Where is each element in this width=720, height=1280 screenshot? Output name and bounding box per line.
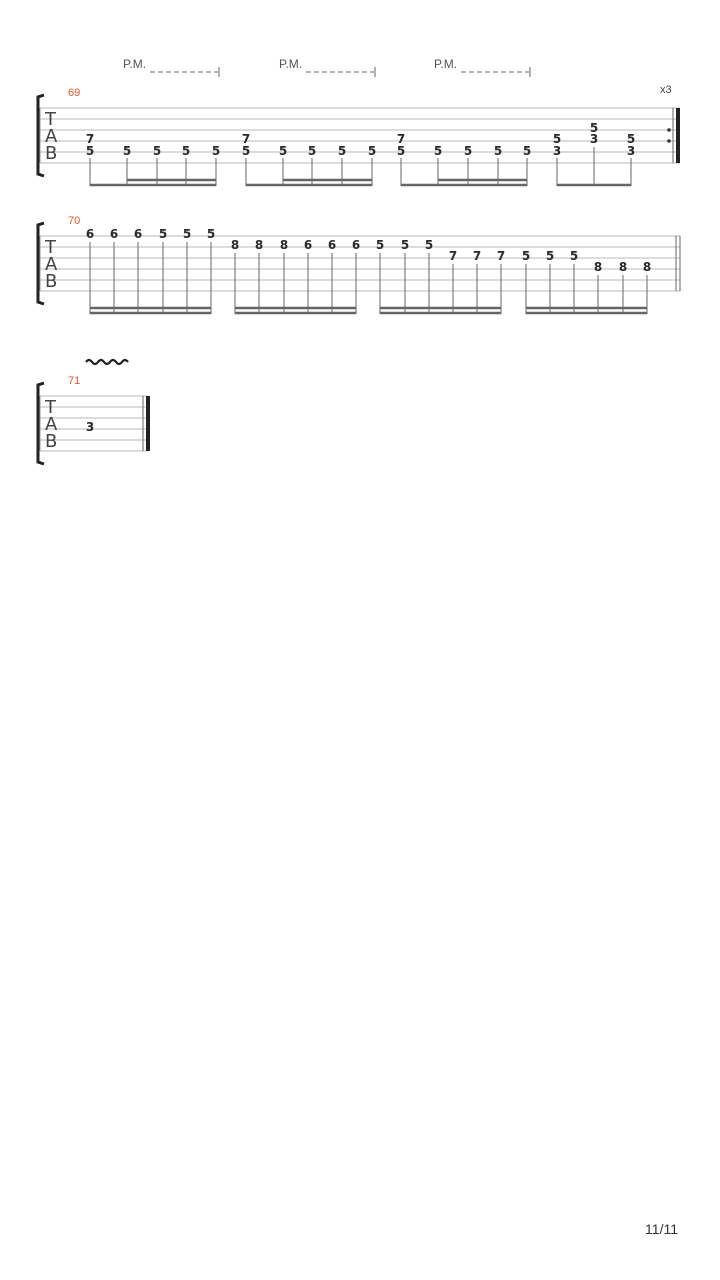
fret-number: 7 [448, 249, 458, 263]
fret-number: 5 [552, 132, 562, 146]
fret-number: 5 [122, 144, 132, 158]
system-measure-69 [38, 57, 680, 186]
tab-clef-b: B [45, 143, 58, 164]
fret-number: 5 [158, 227, 168, 241]
fret-number: 5 [337, 144, 347, 158]
tab-clef-a: A [45, 254, 58, 275]
note-beams [90, 180, 631, 185]
tab-clef-b: B [45, 431, 58, 452]
repeat-dot [667, 139, 671, 143]
system-bracket [38, 95, 44, 176]
fret-number: 5 [545, 249, 555, 263]
fret-number: 3 [85, 420, 95, 434]
tab-clef-a: A [45, 414, 58, 435]
palm-mute-label: P.M. [279, 57, 303, 71]
page-number: 11/11 [645, 1221, 678, 1237]
fret-number: 8 [593, 260, 603, 274]
system-bracket [38, 383, 44, 464]
measure-number: 71 [68, 375, 81, 387]
fret-number: 5 [493, 144, 503, 158]
vibrato-mark [86, 360, 128, 364]
fret-numbers [86, 227, 651, 274]
note-beams [90, 308, 647, 313]
fret-number: 5 [589, 121, 599, 135]
palm-mute-label: P.M. [434, 57, 458, 71]
fret-number: 5 [241, 144, 251, 158]
fret-number: 5 [375, 238, 385, 252]
fret-number: 6 [109, 227, 119, 241]
system-measure-71 [38, 360, 148, 464]
tab-clef-b: B [45, 271, 58, 292]
fret-number: 5 [521, 249, 531, 263]
fret-number: 6 [327, 238, 337, 252]
measure-number: 70 [68, 215, 81, 227]
fret-number: 8 [642, 260, 652, 274]
fret-number: 5 [307, 144, 317, 158]
fret-number: 5 [85, 144, 95, 158]
fret-number: 5 [152, 144, 162, 158]
fret-number: 5 [206, 227, 216, 241]
fret-number: 5 [211, 144, 221, 158]
fret-number: 8 [230, 238, 240, 252]
fret-number: 5 [424, 238, 434, 252]
fret-number: 8 [254, 238, 264, 252]
fret-number: 7 [396, 132, 406, 146]
fret-number: 5 [278, 144, 288, 158]
fret-number: 7 [241, 132, 251, 146]
fret-number: 8 [279, 238, 289, 252]
repeat-count: x3 [660, 84, 672, 96]
fret-number: 5 [400, 238, 410, 252]
fret-number: 5 [367, 144, 377, 158]
fret-number: 8 [618, 260, 628, 274]
system-measure-70 [38, 215, 680, 314]
palm-mute-label: P.M. [123, 57, 147, 71]
tab-clef-a: A [45, 126, 58, 147]
note-stems [90, 242, 647, 314]
fret-number: 6 [351, 238, 361, 252]
tab-clef-t: T [45, 109, 56, 130]
tab-clef-t: T [45, 397, 56, 418]
fret-number: 6 [133, 227, 143, 241]
staff-lines [40, 108, 680, 163]
fret-number: 7 [496, 249, 506, 263]
fret-number: 5 [626, 132, 636, 146]
fret-number: 5 [433, 144, 443, 158]
fret-number: 7 [85, 132, 95, 146]
measure-number: 69 [68, 87, 81, 99]
repeat-dot [667, 128, 671, 132]
fret-number: 5 [396, 144, 406, 158]
fret-number: 5 [181, 144, 191, 158]
fret-number: 3 [552, 144, 562, 158]
fret-number: 6 [303, 238, 313, 252]
fret-number: 5 [569, 249, 579, 263]
system-bracket [38, 223, 44, 304]
fret-number: 5 [522, 144, 532, 158]
fret-number: 3 [589, 132, 599, 146]
tab-clef-t: T [45, 237, 56, 258]
fret-number: 5 [463, 144, 473, 158]
fret-number: 5 [182, 227, 192, 241]
fret-number: 7 [472, 249, 482, 263]
fret-number: 6 [85, 227, 95, 241]
fret-number: 3 [626, 144, 636, 158]
